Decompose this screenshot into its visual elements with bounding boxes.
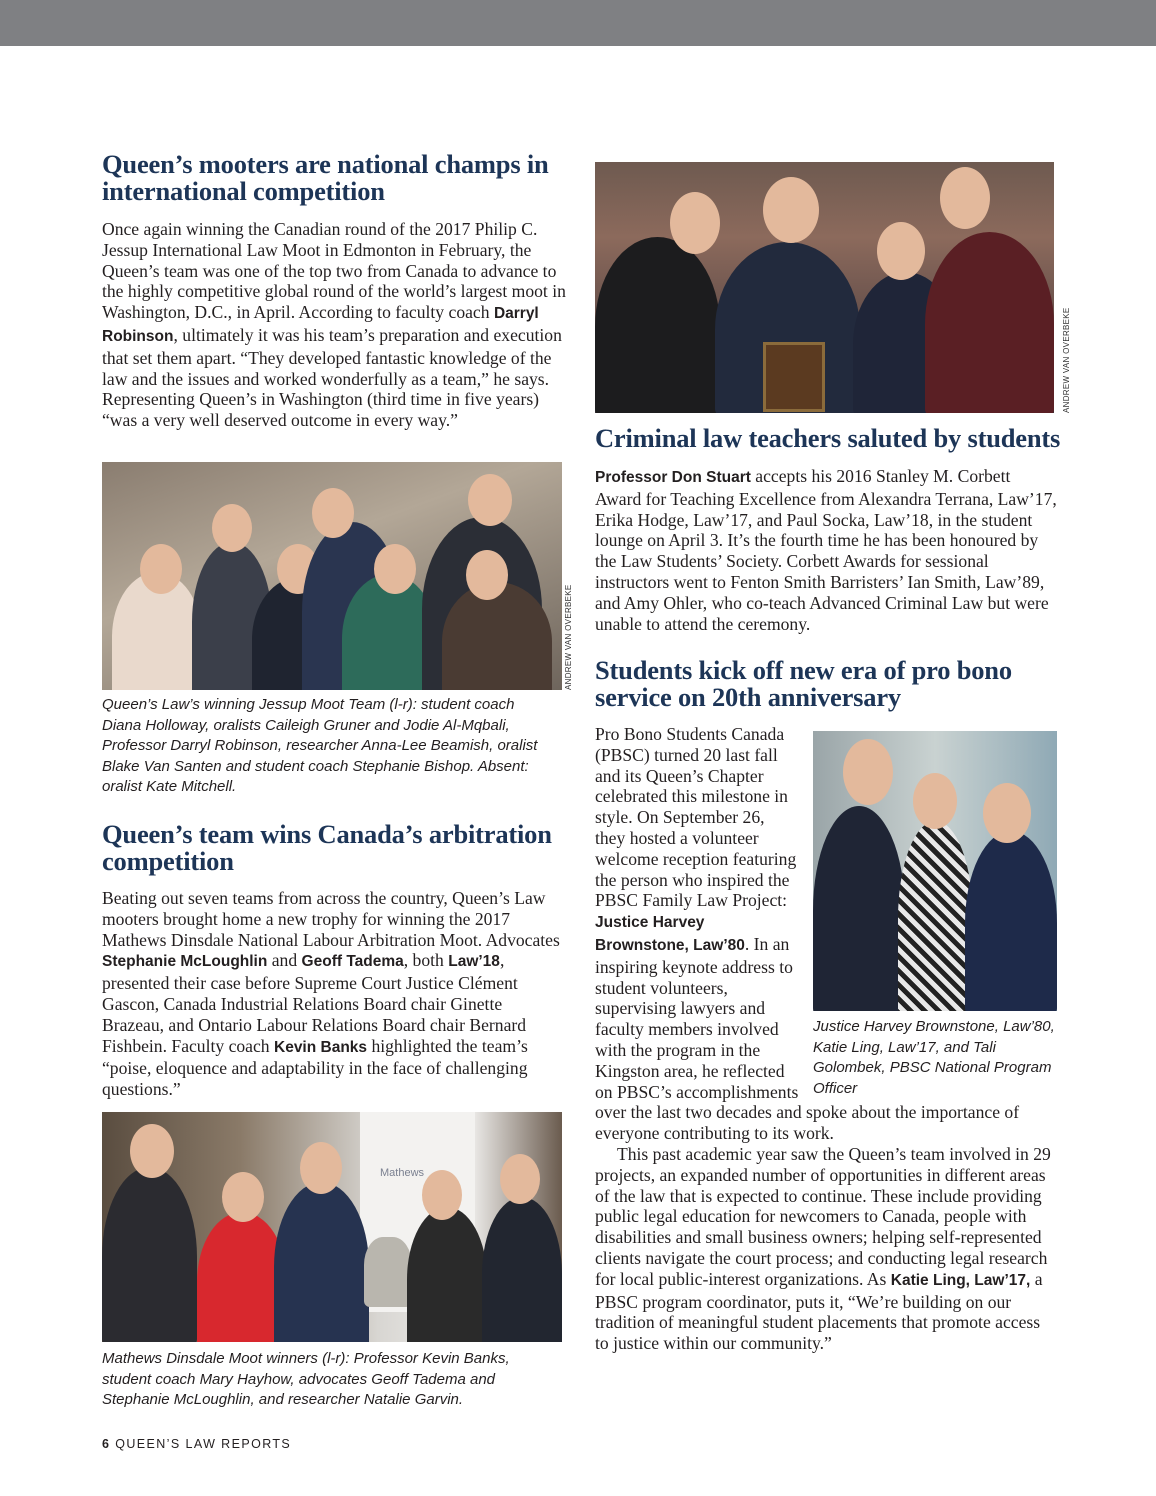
article-body bbox=[102, 219, 572, 431]
paragraph bbox=[595, 466, 1057, 634]
text-run: highlighted the team’s “poise, eloquence and adaptability in the face of challenging questions.” bbox=[102, 1035, 528, 1100]
pbsc-photo bbox=[813, 731, 1057, 1011]
text-run: Beating out seven teams from across the country, Queen’s Law mooters brought home a new trophy for winning the 2017 Mathews Dinsdale National Labour Arbitration Moot. Advocates bbox=[102, 888, 560, 950]
paragraph bbox=[595, 1144, 1057, 1354]
photo-caption: Justice Harvey Brownstone, Law’80, Katie Ling, Law’17, and Tali Golombek, PBSC National Program Officer bbox=[813, 1018, 1055, 1097]
arbitration-team-photo bbox=[102, 1112, 562, 1342]
banner-text: Mathews bbox=[380, 1167, 425, 1179]
text-run: , presented their case before Supreme Court Justice Clément Gascon, Canada Industrial Relations Board chair Ginette Brazeau, and Ontario Labour Relations Board chair Bernard Fishbein. Faculty coach bbox=[102, 950, 527, 1056]
publication-name: QUEEN’S LAW REPORTS bbox=[115, 1437, 292, 1451]
text-run: accepts his 2016 Stanley M. Corbett Award for Teaching Excellence from Alexandra Terrana, Law’17, Erika Hodge, Law’17, and Paul Socka, Law’18, in the student lounge on April 3. It’s the fourth time he has been honoured by the Law Students’ Society. Corbett Awards for sessional instructors went to Fenton Smith Barristers’ Ian Smith, Law’89, and Amy Ohler, who co-teach Advanced Criminal Law but were unable to attend the ceremony. bbox=[595, 466, 1057, 634]
photo-credit: ANDREW VAN OVERBEKE bbox=[1062, 307, 1071, 413]
paragraph bbox=[102, 219, 572, 431]
award-photo bbox=[595, 162, 1054, 413]
top-bar bbox=[0, 0, 1156, 46]
bold-name: Kevin Banks bbox=[274, 1038, 368, 1056]
text-run: Pro Bono Students Canada (PBSC) turned 20 last fall and its Queen’s Chapter celebrated this milestone in style. On September 26, they hosted a volunteer welcome reception featuring the person who inspired the PBSC Family Law Project: bbox=[595, 724, 797, 911]
article-body bbox=[102, 888, 564, 1100]
bold-name: Darryl Robinson bbox=[102, 305, 539, 345]
bold-name: Law’18 bbox=[448, 953, 500, 971]
paragraph bbox=[102, 888, 564, 1100]
page-number: 6 bbox=[102, 1437, 111, 1451]
article-headline: Students kick off new era of pro bono service on 20th anniversary bbox=[595, 655, 1012, 712]
text-run: , ultimately it was his team’s preparation and execution that set them apart. “They developed fantastic knowledge of the law and the issues and worked wonderfully as a team,” he says. Representing Queen’s in Washington (third time in five years) “was a very well deserved outcome in every way.” bbox=[102, 324, 562, 431]
article-headline: Queen’s team wins Canada’s arbitration competition bbox=[102, 819, 552, 876]
bold-name: Geoff Tadema bbox=[301, 953, 404, 971]
text-run: and bbox=[267, 950, 302, 971]
text-run: . In an inspiring keynote address to student volunteers, supervising lawyers and faculty members involved with the program in the Kingston area, he reflected on PBSC’s accomplishments over the last two decades and spoke about the importance of everyone contributing to its work. bbox=[595, 933, 1020, 1144]
page-footer bbox=[102, 1437, 291, 1451]
bold-name: Stephanie McLoughlin bbox=[102, 953, 268, 971]
bold-name: Professor Don Stuart bbox=[595, 469, 751, 486]
photo-caption: Mathews Dinsdale Moot winners (l-r): Professor Kevin Banks, student coach Mary Hayhow, advocates Geoff Tadema and Stephanie McLoughlin, and researcher Natalie Garvin. bbox=[102, 1350, 510, 1409]
article-body bbox=[595, 724, 1057, 1354]
bold-name: Katie Ling, Law’17, bbox=[890, 1271, 1031, 1289]
text-run: Once again winning the Canadian round of the 2017 Philip C. Jessup International Law Moot in Edmonton in February, the Queen’s team was one of the top two from Canada to advance to the highly competitive global round of the world’s largest moot in Washington, D.C., in April. According to faculty coach bbox=[102, 219, 566, 323]
photo-caption: Queen’s Law’s winning Jessup Moot Team (l-r): student coach Diana Holloway, oralists Caileigh Gruner and Jodie Al-Mqbali, Professor Darryl Robinson, researcher Anna-Lee Beamish, oralist Blake Van Santen and student coach Stephanie Bishop. Absent: oralist Kate Mitchell. bbox=[102, 696, 538, 796]
bold-name: Justice Harvey Brownstone, Law’80 bbox=[595, 914, 745, 954]
text-run: , both bbox=[403, 950, 449, 971]
article-body bbox=[595, 466, 1057, 634]
jessup-team-photo bbox=[102, 462, 562, 690]
text-run: This past academic year saw the Queen’s team involved in 29 projects, an expanded number of opportunities in different areas of the law that is expected to continue. These include providing public legal education for newcomers to Canada, people with disabilities and small business owners; helping self-represented clients navigate the court process; and conducting legal research for local public-interest organizations. As bbox=[595, 1143, 1051, 1289]
article-headline: Criminal law teachers saluted by students bbox=[595, 423, 1061, 453]
text-run: a PBSC program coordinator, puts it, “We’re building on our tradition of meaningful student placements that promote access to justice within our community.” bbox=[595, 1268, 1043, 1354]
article-headline: Queen’s mooters are national champs in international competition bbox=[102, 149, 549, 206]
photo-credit: ANDREW VAN OVERBEKE bbox=[564, 584, 573, 690]
